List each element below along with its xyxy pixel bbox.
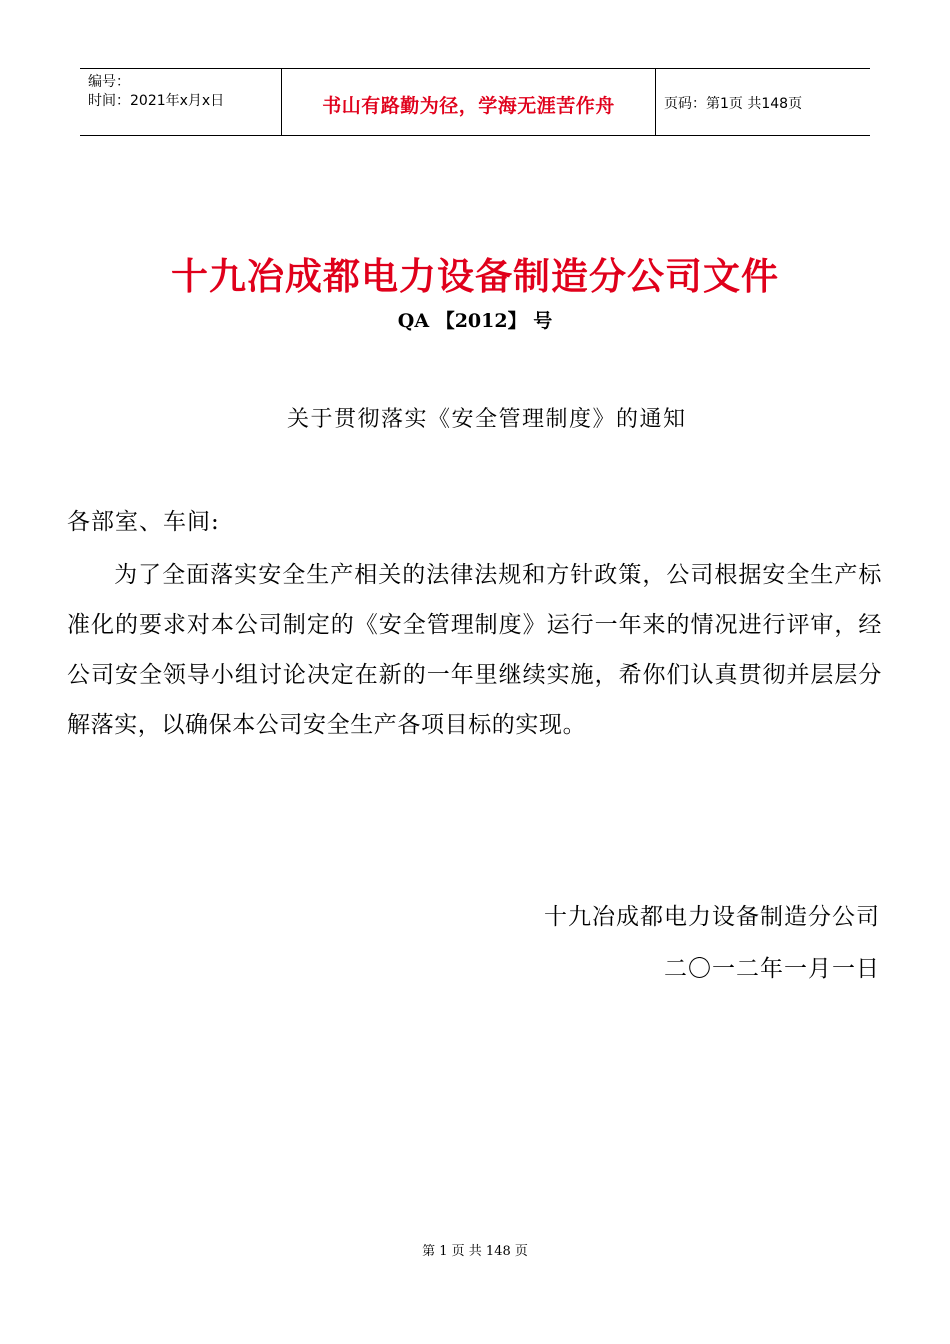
header-page-info: 页码：第1页 共148页 — [664, 96, 803, 112]
header-motto-cell — [282, 69, 656, 135]
header-table — [80, 68, 870, 136]
salutation: 各部室、车间: — [67, 509, 220, 535]
header-meta-cell — [80, 69, 282, 135]
signature-date: 二〇一二年一月一日 — [664, 956, 880, 982]
signature-company: 十九冶成都电力设备制造分公司 — [544, 904, 880, 930]
header-motto: 书山有路勤为径，学海无涯苦作舟 — [322, 94, 615, 117]
serial-label: 编号： — [88, 74, 130, 90]
notice-title: 关于贯彻落实《安全管理制度》的通知 — [287, 407, 687, 432]
document-title: 十九冶成都电力设备制造分公司文件 — [171, 254, 779, 298]
time-label: 时间：2021年x月x日 — [88, 93, 225, 109]
body-paragraph: 为了全面落实安全生产相关的法律法规和方针政策，公司根据安全生产标准化的要求对本公司制定的《安全管理制度》运行一年来的情况进行评审，经公司安全领导小组讨论决定在新的一年里继续实施，希你们认真贯彻并层层分解落实，以确保本公司安全生产各项目标的实现。 — [67, 562, 882, 738]
header-page-cell — [656, 69, 870, 135]
document-number: QA 【2012】 号 — [397, 310, 553, 332]
page-footer: 第 1 页 共 148 页 — [422, 1244, 528, 1259]
